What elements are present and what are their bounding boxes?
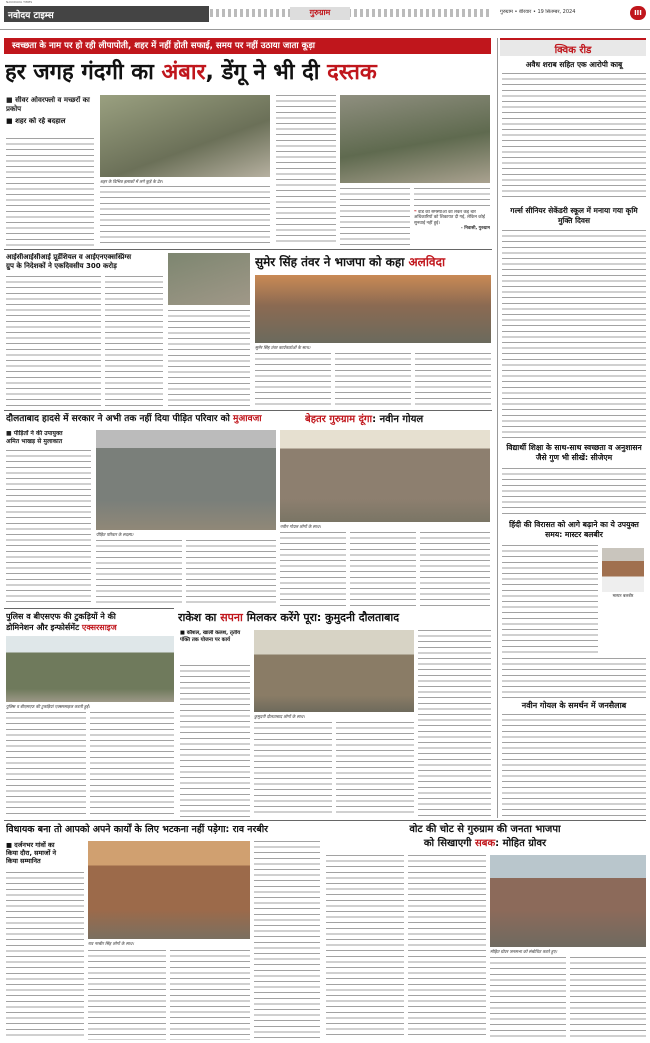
story8-sub: ■ दर्जनभर गांवों का किया दौरा, समाजों ने किया सम्मानित bbox=[6, 841, 57, 865]
story7-caption: कुमुदनी दौलताबाद लोगों के साथ। bbox=[254, 714, 305, 719]
right-text-4 bbox=[502, 545, 598, 655]
story2-headline bbox=[6, 253, 156, 271]
right-h3: विद्यार्थी शिक्षा के साथ-साथ स्वच्छता व अनुशासन जैसे गुण भी सीखें: सीजेएम bbox=[506, 443, 642, 462]
story5-headline-part2: : नवीन गोयल bbox=[372, 414, 424, 425]
lead-sub1: ■ सीवर ओवरफ्लो व मच्छरों का प्रकोप bbox=[6, 96, 90, 113]
story6-headline-part2: डोमिनेशन और इन्फोर्समेंट bbox=[6, 623, 82, 632]
story8-text-c bbox=[170, 950, 250, 1040]
paper-name: नवोदय टाइम्स bbox=[8, 11, 54, 21]
story9-text-b bbox=[408, 855, 486, 1040]
story7-text-a bbox=[180, 665, 250, 817]
lead-headline-red: अंबार bbox=[161, 60, 206, 85]
story4-sub2: अमित भाखड़ से मुलाकात bbox=[6, 438, 63, 445]
story7-photo bbox=[254, 630, 414, 712]
story8-text-d bbox=[254, 841, 320, 1040]
divider-4 bbox=[4, 820, 646, 821]
story7-headline-part2: मिलकर करेंगे पूरा: कुमुदनी दौलताबाद bbox=[242, 611, 400, 624]
story2-text-c bbox=[168, 310, 250, 406]
story6-caption: पुलिस व बीएसएफ की टुकड़ियां एक्सरसाइज करती हुईं। bbox=[6, 704, 90, 709]
story3-text-c bbox=[415, 353, 491, 407]
story5-text-a bbox=[280, 532, 346, 606]
masthead-left bbox=[4, 6, 209, 22]
story8-sub2: किया दौरा, समाजों ने bbox=[6, 849, 57, 857]
story2-headline-line2: ग्रुप के निदेशकों ने एकदिवसीय 300 करोड़ bbox=[6, 262, 117, 270]
lead-col2-text bbox=[100, 186, 270, 246]
story3-text-b bbox=[335, 353, 411, 407]
date-line: गुरुग्राम • बीरवार • 19 सितम्बर, 2024 bbox=[500, 9, 576, 15]
story7-headline-part1: राकेश का bbox=[178, 611, 221, 624]
right-h4: हिंदी की विरासत को आगे बढ़ाने का ये उपयुक्त समय: मास्टर बलबीर bbox=[509, 520, 639, 539]
lead-sub1-text: सीवर ओवरफ्लो व मच्छरों का प्रकोप bbox=[6, 96, 90, 113]
divider-1 bbox=[4, 249, 492, 250]
story2-photo bbox=[168, 253, 250, 305]
story6-text-a bbox=[6, 712, 86, 817]
quick-read-title: क्विक रीड bbox=[554, 45, 592, 56]
story9-text-c bbox=[490, 957, 566, 1040]
right-text-6 bbox=[502, 714, 646, 817]
story3-photo bbox=[255, 275, 491, 343]
story7-sub-text: कौशल, खाली कलश, तृतीय पंक्ति तक योजना पर कार्य bbox=[180, 630, 241, 643]
city-label: गुरुग्राम bbox=[290, 7, 350, 20]
story7-text-b bbox=[254, 722, 332, 817]
story6-headline-line1: पुलिस व बीएसएफ की टुकड़ियों ने की bbox=[6, 612, 116, 621]
lead-photo1-caption: शहर के विभिन्न इलाकों में लगे कूड़े के ढेर। bbox=[100, 179, 163, 184]
story3-text-a bbox=[255, 353, 331, 407]
story5-photo bbox=[280, 430, 490, 522]
lead-headline-part2: , डेंगू ने भी दी bbox=[205, 60, 328, 85]
story8-headline: विधायक बना तो आपको अपने कार्यों के लिए भटकना नहीं पड़ेगा: राव नरबीर bbox=[6, 824, 268, 835]
page-number: III bbox=[630, 6, 646, 20]
story9-text-d bbox=[570, 957, 646, 1040]
story3-headline-part1: सुमेर सिंह तंवर ने भाजपा को कहा bbox=[255, 255, 409, 269]
story9-headline-line1: वोट की चोट से गुरुग्राम की जनता भाजपा bbox=[409, 824, 561, 835]
story4-caption: पीड़ित परिवार के सदस्य। bbox=[96, 532, 134, 537]
story8-text-b bbox=[88, 950, 166, 1040]
story7-headline bbox=[178, 610, 492, 625]
lead-sub2-text: शहर को रहे बदहाल bbox=[15, 117, 66, 125]
story4-text-c bbox=[186, 540, 276, 606]
lead-photo2 bbox=[340, 95, 490, 183]
story7-sub: ■ कौशल, खाली कलश, तृतीय पंक्ति तक योजना पर कार्य bbox=[180, 630, 241, 643]
story7-headline-red: सपना bbox=[220, 611, 243, 624]
divider-2 bbox=[4, 410, 492, 411]
right-column-border bbox=[497, 38, 498, 818]
story4-sub: ■ पीड़ितों ने की उपायुक्त अमित भाखड़ से मुलाकात bbox=[6, 430, 63, 445]
story5-headline-part1: बेहतर bbox=[305, 414, 330, 425]
lead-quote-by: - निवासी, गुरुग्राम bbox=[460, 226, 490, 232]
story4-headline-part1: दौलताबाद हादसे में सरकार ने अभी तक नहीं दिया पीड़ित परिवार को bbox=[6, 414, 234, 424]
right-h2: गर्ल्स सीनियर सेकेंडरी स्कूल में मनाया गया कृमि मुक्ति दिवस bbox=[510, 206, 638, 225]
story2-text bbox=[6, 276, 101, 406]
banner-text: स्वच्छता के नाम पर हो रही लीपापोती, शहर में नहीं होती सफाई, समय पर नहीं उठाया जाता कूड़ा bbox=[12, 41, 316, 51]
lead-headline-last: दस्तक bbox=[327, 60, 377, 85]
story5-headline bbox=[305, 413, 491, 426]
story6-photo bbox=[6, 636, 174, 702]
story9-headline bbox=[324, 823, 646, 851]
story5-text-c bbox=[420, 532, 490, 606]
story8-caption: राव नरबीर सिंह लोगों के साथ। bbox=[88, 941, 134, 946]
right-text-1 bbox=[502, 73, 646, 198]
right-text-5 bbox=[502, 658, 646, 698]
right-h5: नवीन गोयल के समर्थन में जनसैलाब bbox=[521, 701, 627, 710]
story4-text-b bbox=[96, 540, 182, 606]
story7-text-d bbox=[418, 630, 491, 817]
story2-text-b bbox=[105, 276, 163, 406]
lead-col3-text bbox=[276, 95, 336, 246]
top-line: NAVODAYA TIMES bbox=[6, 0, 33, 4]
quick-read-box bbox=[500, 38, 646, 56]
story4-photo bbox=[96, 430, 276, 530]
story8-sub1: दर्जनभर गांवों का bbox=[14, 841, 55, 849]
lead-col4-text bbox=[340, 188, 410, 246]
story5-text-b bbox=[350, 532, 416, 606]
story3-caption: सुमेर सिंह तंवर कार्यकर्ताओं के साथ। bbox=[255, 345, 311, 350]
lead-headline bbox=[5, 57, 495, 89]
quote-icon: ❝ bbox=[414, 210, 417, 215]
story8-text-a bbox=[6, 872, 84, 1040]
story8-sub3: किया सम्मानित bbox=[6, 857, 41, 865]
lead-col5-text bbox=[414, 188, 490, 208]
story5-caption: नवीन गोयल लोगों के साथ। bbox=[280, 524, 321, 529]
right-text-3 bbox=[502, 468, 646, 518]
masthead-pattern bbox=[210, 9, 490, 17]
lead-sub2: ■ शहर को रहे बदहाल bbox=[6, 117, 66, 125]
story4-sub1: पीड़ितों ने की उपायुक्त bbox=[13, 430, 63, 437]
lead-photo1 bbox=[100, 95, 270, 177]
divider-3 bbox=[4, 608, 174, 609]
right-text-2 bbox=[502, 230, 646, 440]
lead-quote-text: वार्ड की समस्याओं को लेकर कई बार अधिकारियों को शिकायत दी गई, लेकिन कोई सुनवाई नहीं हुई। bbox=[414, 210, 485, 226]
story9-headline-part3: : मोहित ग्रोवर bbox=[495, 838, 547, 849]
story5-headline-red: गुरुग्राम दूंगा bbox=[329, 414, 373, 425]
story9-caption: मोहित ग्रोवर जनसभा को संबोधित करते हुए। bbox=[490, 949, 558, 954]
story3-headline bbox=[255, 254, 491, 270]
story9-headline-red: सबक bbox=[474, 838, 496, 849]
lead-col1-text bbox=[6, 138, 94, 246]
story7-text-c bbox=[336, 722, 414, 817]
story8-photo bbox=[88, 841, 250, 939]
lead-headline-part1: हर जगह गंदगी का bbox=[5, 60, 162, 85]
story9-text-a bbox=[326, 855, 404, 1040]
right-h1: अवैध शराब सहित एक आरोपी काबू bbox=[525, 60, 623, 69]
story4-text-a bbox=[6, 450, 91, 606]
top-banner bbox=[4, 38, 491, 54]
story4-headline-red: मुआवजा bbox=[233, 414, 262, 424]
story9-photo bbox=[490, 855, 646, 947]
portrait-photo bbox=[602, 548, 644, 592]
lead-quote bbox=[414, 210, 490, 246]
story6-headline bbox=[6, 611, 176, 633]
masthead bbox=[0, 0, 650, 30]
story3-headline-red: अलविदा bbox=[408, 255, 446, 269]
story6-text-b bbox=[90, 712, 174, 817]
story4-headline bbox=[6, 413, 306, 426]
story6-headline-red: एक्सरसाइज bbox=[81, 623, 117, 632]
portrait-caption: मास्टर बलबीर bbox=[612, 593, 634, 598]
story2-headline-line1: आईसीआईसीआई प्रूडेंशियल व आईएनएक्सस्प्रिंग्स bbox=[6, 253, 132, 261]
story9-headline-part2: को सिखाएगी bbox=[423, 838, 475, 849]
